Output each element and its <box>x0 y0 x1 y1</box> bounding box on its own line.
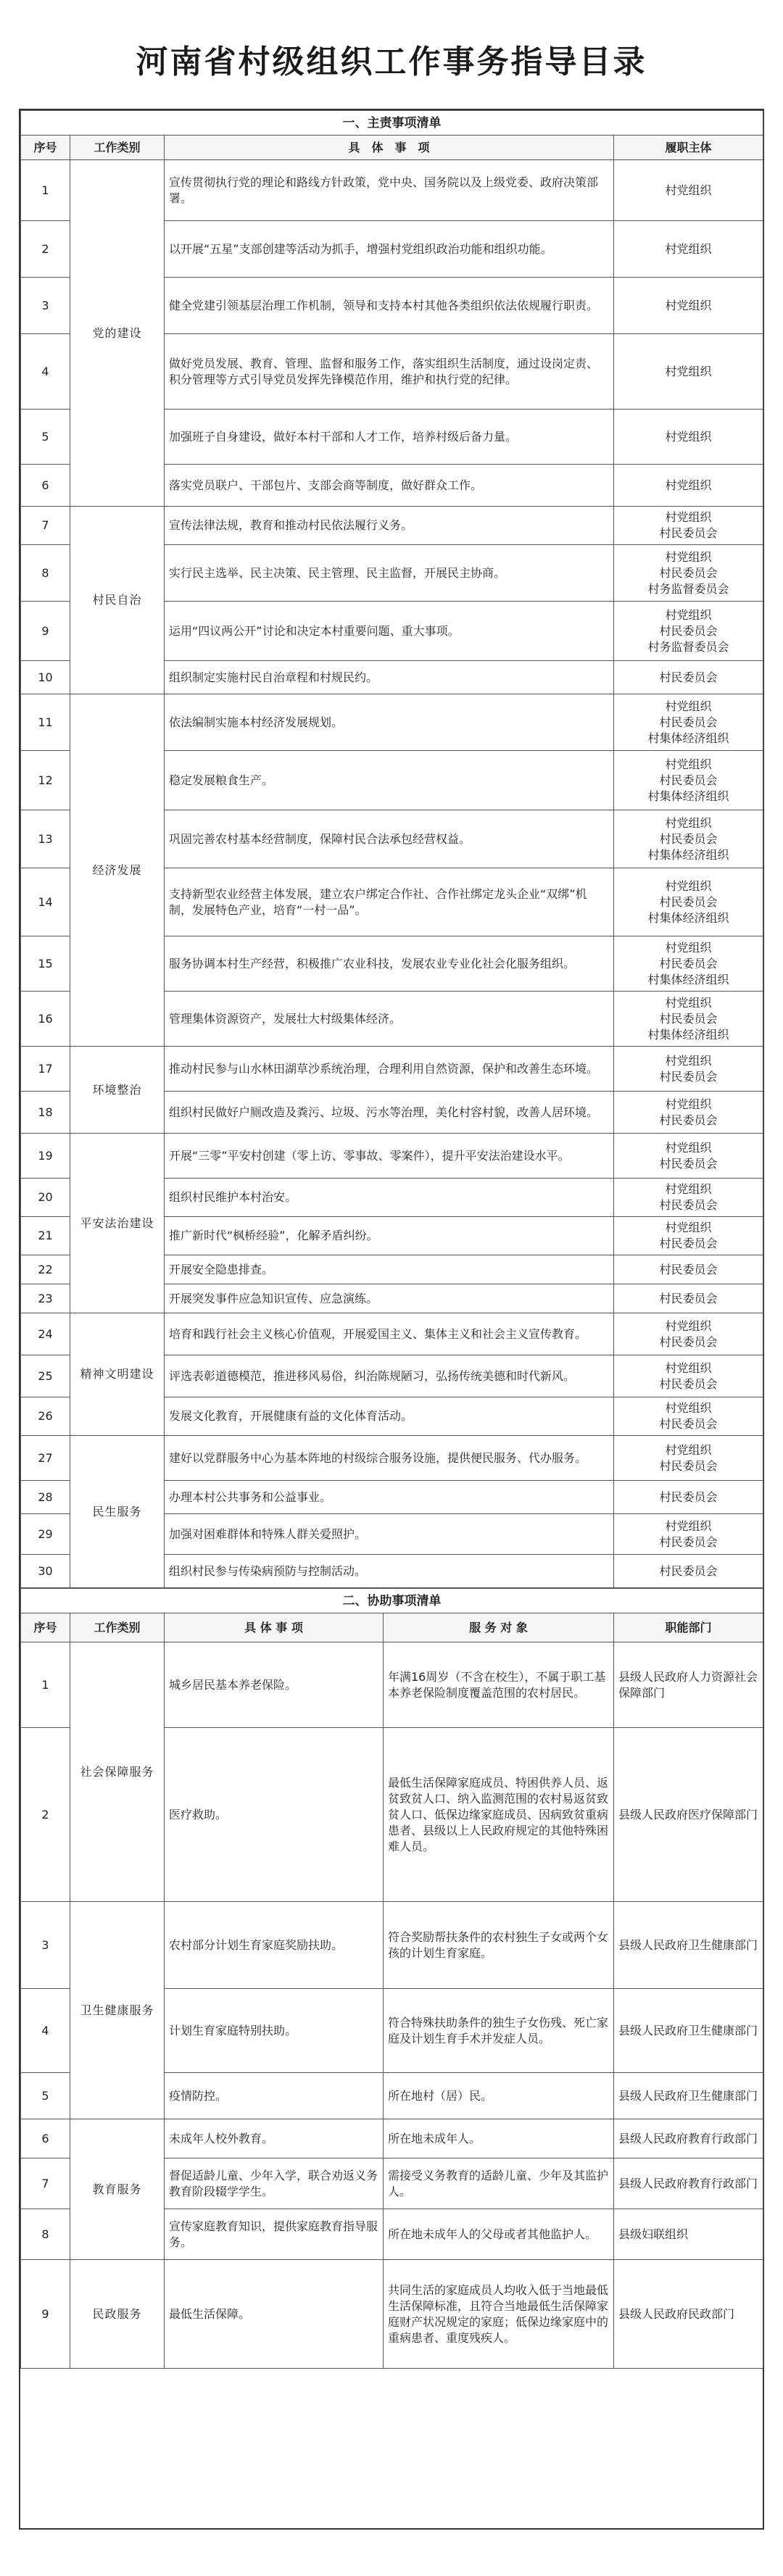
work-category: 平安法治建设 <box>70 1134 165 1313</box>
section1-heading: 一、主责事项清单 <box>21 111 763 136</box>
row-number: 6 <box>21 2119 70 2159</box>
section2-column-header: 工作类别 <box>70 1613 165 1642</box>
responsible-subject: 村党组织 村民委员会 村集体经济组织 <box>614 751 763 810</box>
service-target: 所在地未成年人的父母或者其他监护人。 <box>384 2209 614 2260</box>
table-row <box>21 1313 763 1355</box>
responsible-subject: 村党组织 村民委员会 村集体经济组织 <box>614 936 763 992</box>
section1-column-header: 工作类别 <box>70 136 165 160</box>
work-category: 经济发展 <box>70 694 165 1047</box>
assist-item: 宣传家庭教育知识，提供家庭教育指导服务。 <box>165 2209 384 2260</box>
work-category: 精神文明建设 <box>70 1313 165 1436</box>
responsible-subject: 村党组织 <box>614 334 763 410</box>
section1-column-header: 具 体 事 项 <box>165 136 614 160</box>
row-number: 6 <box>21 465 70 507</box>
table-row <box>21 1134 763 1179</box>
responsible-department: 县级人民政府教育行政部门 <box>614 2159 763 2209</box>
row-number: 8 <box>21 2209 70 2260</box>
responsible-subject: 村民委员会 <box>614 1255 763 1284</box>
row-number: 27 <box>21 1436 70 1481</box>
responsible-department: 县级妇联组织 <box>614 2209 763 2260</box>
row-number: 8 <box>21 545 70 602</box>
assist-item: 最低生活保障。 <box>165 2260 384 2369</box>
work-category: 卫生健康服务 <box>70 1902 165 2119</box>
duty-item: 运用“四议两公开”讨论和决定本村重要问题、重大事项。 <box>165 602 614 661</box>
table-row <box>21 1047 763 1092</box>
responsible-department: 县级人民政府卫生健康部门 <box>614 2073 763 2119</box>
duty-item: 支持新型农业经营主体发展，建立农户绑定合作社、合作社绑定龙头企业“双绑”机制，发展特色产业，培育“一村一品”。 <box>165 868 614 936</box>
assist-item: 计划生育家庭特别扶助。 <box>165 1989 384 2073</box>
responsible-subject: 村党组织 <box>614 410 763 465</box>
responsible-department: 县级人民政府人力资源社会保障部门 <box>614 1642 763 1728</box>
row-number: 4 <box>21 334 70 410</box>
duty-item: 巩固完善农村基本经营制度，保障村民合法承包经营权益。 <box>165 810 614 868</box>
duty-item: 组织制定实施村民自治章程和村规民约。 <box>165 661 614 694</box>
primary-duties-table <box>20 110 763 1588</box>
responsible-subject: 村党组织 村民委员会 <box>614 1092 763 1134</box>
section2-column-header: 序号 <box>21 1613 70 1642</box>
assist-item: 医疗救助。 <box>165 1728 384 1902</box>
responsible-subject: 村党组织 <box>614 221 763 278</box>
responsible-subject: 村党组织 村民委员会 村集体经济组织 <box>614 992 763 1047</box>
row-number: 22 <box>21 1255 70 1284</box>
duty-item: 加强对困难群体和特殊人群关爱照护。 <box>165 1514 614 1555</box>
assist-item: 疫情防控。 <box>165 2073 384 2119</box>
row-number: 12 <box>21 751 70 810</box>
row-number: 13 <box>21 810 70 868</box>
row-number: 28 <box>21 1481 70 1514</box>
assist-item: 农村部分计划生育家庭奖励扶助。 <box>165 1902 384 1989</box>
section1-column-header: 履职主体 <box>614 136 763 160</box>
row-number: 14 <box>21 868 70 936</box>
service-target: 所在地未成年人。 <box>384 2119 614 2159</box>
section2-heading: 二、协助事项清单 <box>21 1589 763 1613</box>
row-number: 25 <box>21 1355 70 1397</box>
row-number: 4 <box>21 1989 70 2073</box>
responsible-subject: 村民委员会 <box>614 1555 763 1588</box>
duty-item: 宣传法律法规，教育和推动村民依法履行义务。 <box>165 507 614 545</box>
duty-item: 组织村民维护本村治安。 <box>165 1179 614 1217</box>
row-number: 2 <box>21 221 70 278</box>
row-number: 1 <box>21 160 70 221</box>
duty-item: 健全党建引领基层治理工作机制，领导和支持本村其他各类组织依法依规履行职责。 <box>165 278 614 334</box>
responsible-subject: 村党组织 <box>614 160 763 221</box>
responsible-subject: 村党组织 村民委员会 村务监督委员会 <box>614 545 763 602</box>
responsible-subject: 村民委员会 <box>614 1284 763 1313</box>
responsible-subject: 村民委员会 <box>614 1481 763 1514</box>
responsible-subject: 村民委员会 <box>614 661 763 694</box>
responsible-subject: 村党组织 <box>614 465 763 507</box>
table-row <box>21 507 763 545</box>
row-number: 3 <box>21 278 70 334</box>
duty-item: 推动村民参与山水林田湖草沙系统治理，合理利用自然资源，保护和改善生态环境。 <box>165 1047 614 1092</box>
duty-item: 管理集体资源资产，发展壮大村级集体经济。 <box>165 992 614 1047</box>
table-row <box>21 1642 763 1728</box>
duty-item: 组织村民做好户厕改造及粪污、垃圾、污水等治理，美化村容村貌，改善人居环境。 <box>165 1092 614 1134</box>
table-row <box>21 694 763 751</box>
duty-item: 建好以党群服务中心为基本阵地的村级综合服务设施，提供便民服务、代办服务。 <box>165 1436 614 1481</box>
duty-item: 开展“三零”平安村创建（零上访、零事故、零案件），提升平安法治建设水平。 <box>165 1134 614 1179</box>
responsible-department: 县级人民政府民政部门 <box>614 2260 763 2369</box>
responsible-subject: 村党组织 村民委员会 <box>614 1514 763 1555</box>
service-target: 年满16周岁（不含在校生），不属于职工基本养老保险制度覆盖范围的农村居民。 <box>384 1642 614 1728</box>
responsible-subject: 村党组织 村民委员会 <box>614 1047 763 1092</box>
duty-item: 推广新时代“枫桥经验”，化解矛盾纠纷。 <box>165 1217 614 1255</box>
assist-item: 未成年人校外教育。 <box>165 2119 384 2159</box>
row-number: 9 <box>21 2260 70 2369</box>
row-number: 18 <box>21 1092 70 1134</box>
duty-item: 实行民主选举、民主决策、民主管理、民主监督，开展民主协商。 <box>165 545 614 602</box>
row-number: 9 <box>21 602 70 661</box>
duty-item: 依法编制实施本村经济发展规划。 <box>165 694 614 751</box>
responsible-subject: 村党组织 村民委员会 村集体经济组织 <box>614 868 763 936</box>
responsible-subject: 村党组织 村民委员会 <box>614 1179 763 1217</box>
row-number: 17 <box>21 1047 70 1092</box>
row-number: 15 <box>21 936 70 992</box>
service-target: 最低生活保障家庭成员、特困供养人员、返贫致贫人口、纳入监测范围的农村易返贫致贫人口、低保边缘家庭成员、因病致贫重病患者、县级以上人民政府规定的其他特殊困难人员。 <box>384 1728 614 1902</box>
work-category: 教育服务 <box>70 2119 165 2260</box>
work-category: 民政服务 <box>70 2260 165 2369</box>
table-row <box>21 2260 763 2369</box>
row-number: 29 <box>21 1514 70 1555</box>
responsible-department: 县级人民政府卫生健康部门 <box>614 1902 763 1989</box>
page-title: 河南省村级组织工作事务指导目录 <box>136 43 647 80</box>
section2-column-header: 服 务 对 象 <box>384 1613 614 1642</box>
row-number: 5 <box>21 2073 70 2119</box>
duty-item: 培育和践行社会主义核心价值观，开展爱国主义、集体主义和社会主义宣传教育。 <box>165 1313 614 1355</box>
responsible-subject: 村党组织 村民委员会 <box>614 1397 763 1436</box>
duty-item: 以开展“五星”支部创建等活动为抓手，增强村党组织政治功能和组织功能。 <box>165 221 614 278</box>
service-target: 共同生活的家庭成员人均收入低于当地最低生活保障标准，且符合当地最低生活保障家庭财产状况规定的家庭；低保边缘家庭中的重病患者、重度残疾人。 <box>384 2260 614 2369</box>
section1-column-header: 序号 <box>21 136 70 160</box>
responsible-subject: 村党组织 村民委员会 <box>614 1313 763 1355</box>
service-target: 符合奖励帮扶条件的农村独生子女或两个女孩的计划生育家庭。 <box>384 1902 614 1989</box>
duty-item: 稳定发展粮食生产。 <box>165 751 614 810</box>
row-number: 23 <box>21 1284 70 1313</box>
duty-item: 开展突发事件应急知识宣传、应急演练。 <box>165 1284 614 1313</box>
section2-column-header: 职能部门 <box>614 1613 763 1642</box>
row-number: 19 <box>21 1134 70 1179</box>
responsible-subject: 村党组织 <box>614 278 763 334</box>
row-number: 30 <box>21 1555 70 1588</box>
row-number: 16 <box>21 992 70 1047</box>
row-number: 1 <box>21 1642 70 1728</box>
row-number: 7 <box>21 507 70 545</box>
service-target: 需接受义务教育的适龄儿童、少年及其监护人。 <box>384 2159 614 2209</box>
row-number: 2 <box>21 1728 70 1902</box>
duty-item: 做好党员发展、教育、管理、监督和服务工作，落实组织生活制度，通过设岗定责、积分管理等方式引导党员发挥先锋模范作用，维护和执行党的纪律。 <box>165 334 614 410</box>
duty-item: 评选表彰道德模范，推进移风易俗，纠治陈规陋习，弘扬传统美德和时代新风。 <box>165 1355 614 1397</box>
work-category: 党的建设 <box>70 160 165 507</box>
duty-item: 服务协调本村生产经营，积极推广农业科技，发展农业专业化社会化服务组织。 <box>165 936 614 992</box>
row-number: 3 <box>21 1902 70 1989</box>
table-row <box>21 1902 763 1989</box>
responsible-subject: 村党组织 村民委员会 <box>614 1436 763 1481</box>
service-target: 符合特殊扶助条件的独生子女伤残、死亡家庭及计划生育手术并发症人员。 <box>384 1989 614 2073</box>
row-number: 24 <box>21 1313 70 1355</box>
assist-item: 城乡居民基本养老保险。 <box>165 1642 384 1728</box>
table-row <box>21 160 763 221</box>
responsible-subject: 村党组织 村民委员会 <box>614 507 763 545</box>
duty-item: 组织村民参与传染病预防与控制活动。 <box>165 1555 614 1588</box>
responsible-subject: 村党组织 村民委员会 <box>614 1355 763 1397</box>
row-number: 21 <box>21 1217 70 1255</box>
row-number: 26 <box>21 1397 70 1436</box>
responsible-subject: 村党组织 村民委员会 <box>614 1217 763 1255</box>
responsible-department: 县级人民政府卫生健康部门 <box>614 1989 763 2073</box>
work-category: 社会保障服务 <box>70 1642 165 1902</box>
responsible-subject: 村党组织 村民委员会 村集体经济组织 <box>614 694 763 751</box>
assist-item: 督促适龄儿童、少年入学，联合劝返义务教育阶段辍学学生。 <box>165 2159 384 2209</box>
responsible-subject: 村党组织 村民委员会 村务监督委员会 <box>614 602 763 661</box>
work-category: 民生服务 <box>70 1436 165 1588</box>
work-category: 环境整治 <box>70 1047 165 1134</box>
duty-item: 落实党员联户、干部包片、支部会商等制度，做好群众工作。 <box>165 465 614 507</box>
table-row <box>21 2119 763 2159</box>
duty-item: 开展安全隐患排查。 <box>165 1255 614 1284</box>
service-target: 所在地村（居）民。 <box>384 2073 614 2119</box>
duty-item: 办理本村公共事务和公益事业。 <box>165 1481 614 1514</box>
duty-item: 宣传贯彻执行党的理论和路线方针政策，党中央、国务院以及上级党委、政府决策部署。 <box>165 160 614 221</box>
duty-item: 加强班子自身建设，做好本村干部和人才工作，培养村级后备力量。 <box>165 410 614 465</box>
responsible-subject: 村党组织 村民委员会 <box>614 1134 763 1179</box>
row-number: 11 <box>21 694 70 751</box>
work-category: 村民自治 <box>70 507 165 694</box>
row-number: 20 <box>21 1179 70 1217</box>
responsible-department: 县级人民政府教育行政部门 <box>614 2119 763 2159</box>
responsible-department: 县级人民政府医疗保障部门 <box>614 1728 763 1902</box>
row-number: 7 <box>21 2159 70 2209</box>
row-number: 10 <box>21 661 70 694</box>
catalog-document <box>19 109 764 2530</box>
section2-column-header: 具 体 事 项 <box>165 1613 384 1642</box>
table-row <box>21 1436 763 1481</box>
row-number: 5 <box>21 410 70 465</box>
duty-item: 发展文化教育，开展健康有益的文化体育活动。 <box>165 1397 614 1436</box>
assist-duties-table <box>20 1588 763 2369</box>
responsible-subject: 村党组织 村民委员会 村集体经济组织 <box>614 810 763 868</box>
